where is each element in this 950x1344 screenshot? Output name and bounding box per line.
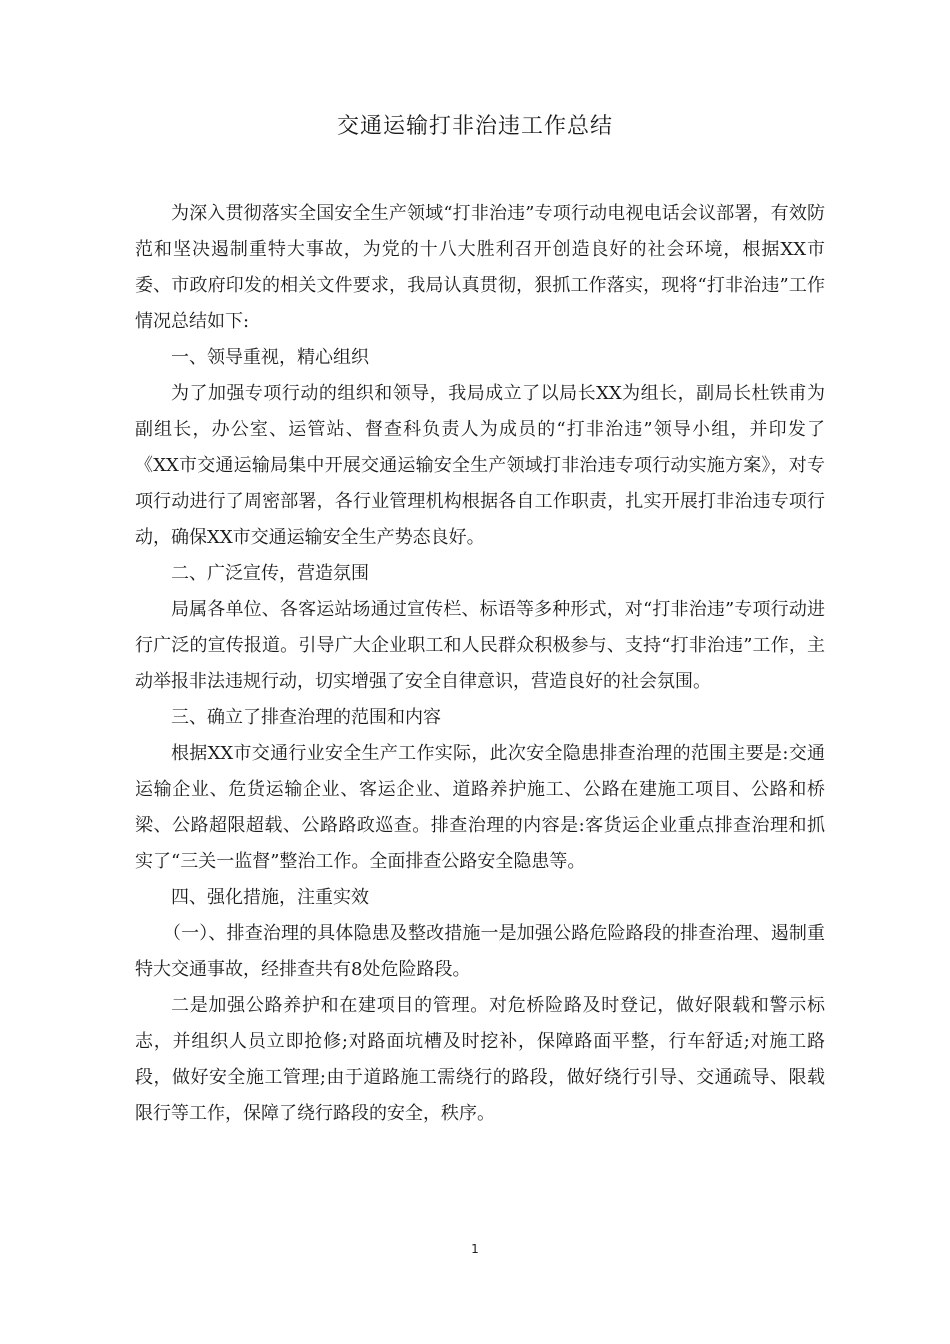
- paragraph-section-4-item-1: （一）、排查治理的具体隐患及整改措施一是加强公路危险路段的排查治理、遏制重特大交通事故，经排查共有8处危险路段。: [135, 923, 825, 980]
- document-body: [135, 196, 825, 1132]
- page-number: 1: [471, 1242, 479, 1256]
- document-title: 交通运输打非治违工作总结: [336, 114, 613, 139]
- paragraph-section-3: 根据XX市交通行业安全生产工作实际，此次安全隐患排查治理的范围主要是:交通运输企业、危货运输企业、客运企业、道路养护施工、公路在建施工项目、公路和桥梁、公路超限超载、公路路政巡查。排查治理的内容是:客货运企业重点排查治理和抓实了“三关一监督”整治工作。全面排查公路安全隐患等。: [135, 743, 825, 872]
- section-heading-2: 二、广泛宣传，营造氛围: [171, 563, 369, 584]
- paragraph-section-4-item-2: 二是加强公路养护和在建项目的管理。对危桥险路及时登记，做好限载和警示标志，并组织人员立即抢修;对路面坑槽及时挖补，保障路面平整，行车舒适;对施工路段，做好安全施工管理;由于道路施工需绕行的路段，做好绕行引导、交通疏导、限载限行等工作，保障了绕行路段的安全，秩序。: [135, 995, 825, 1124]
- paragraph-section-2: 局属各单位、各客运站场通过宣传栏、标语等多种形式，对“打非治违”专项行动进行广泛的宣传报道。引导广大企业职工和人民群众积极参与、支持“打非治违”工作，主动举报非法违规行动，切实增强了安全自律意识，营造良好的社会氛围。: [135, 599, 825, 692]
- section-heading-3: 三、确立了排查治理的范围和内容: [171, 707, 441, 728]
- section-heading-1: 一、领导重视，精心组织: [171, 347, 369, 368]
- section-heading-4: 四、强化措施，注重实效: [171, 887, 369, 908]
- paragraph-section-1: 为了加强专项行动的组织和领导，我局成立了以局长XX为组长，副局长杜铁甫为副组长，办公室、运管站、督查科负责人为成员的“打非治违”领导小组，并印发了《XX市交通运输局集中开展交通运输安全生产领域打非治违专项行动实施方案》，对专项行动进行了周密部署，各行业管理机构根据各自工作职责，扎实开展打非治违专项行动，确保XX市交通运输安全生产势态良好。: [135, 383, 825, 548]
- paragraph-intro: 为深入贯彻落实全国安全生产领域“打非治违”专项行动电视电话会议部署，有效防范和坚决遏制重特大事故，为党的十八大胜利召开创造良好的社会环境，根据XX市委、市政府印发的相关文件要求，我局认真贯彻，狠抓工作落实，现将“打非治违”工作情况总结如下:: [135, 203, 825, 332]
